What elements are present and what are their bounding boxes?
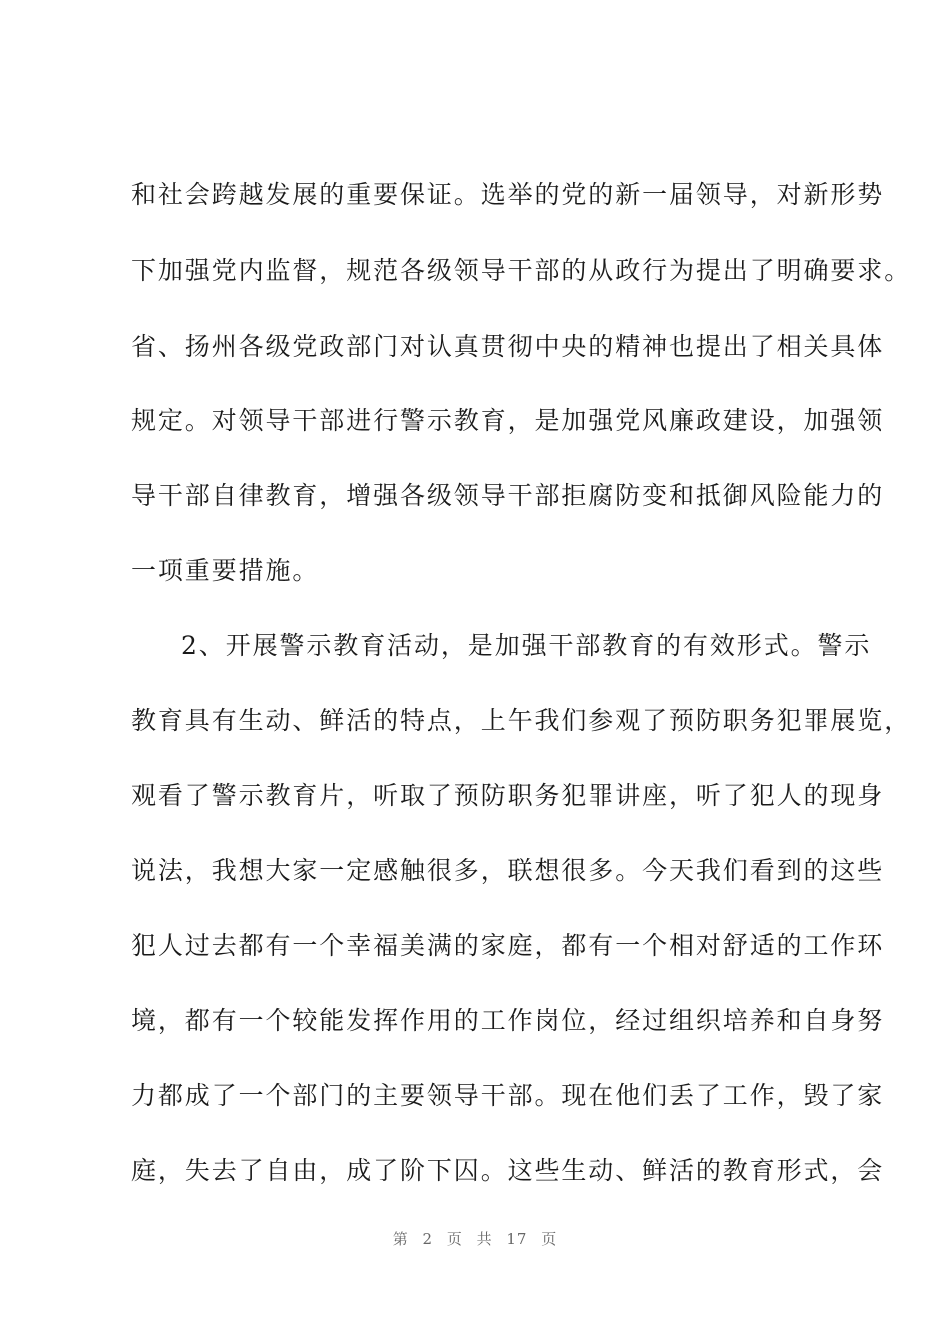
body-text-line: 犯人过去都有一个幸福美满的家庭，都有一个相对舒适的工作环: [131, 931, 885, 960]
body-text-line: 省、扬州各级党政部门对认真贯彻中央的精神也提出了相关具体: [131, 332, 885, 361]
body-text-line: 境，都有一个较能发挥作用的工作岗位，经过组织培养和自身努: [131, 1006, 885, 1035]
body-text-line: 下加强党内监督，规范各级领导干部的从政行为提出了明确要求。: [131, 256, 912, 285]
body-text-line: 一项重要措施。: [131, 556, 320, 585]
body-text-line: 导干部自律教育，增强各级领导干部拒腐防变和抵御风险能力的: [131, 481, 885, 510]
body-text-line: 庭，失去了自由，成了阶下囚。这些生动、鲜活的教育形式，会: [131, 1156, 885, 1185]
body-text-line: 观看了警示教育片，听取了预防职务犯罪讲座，听了犯人的现身: [131, 781, 885, 810]
page-number-footer: 第 2 页 共 17 页: [392, 1230, 558, 1248]
body-text-line: 说法，我想大家一定感触很多，联想很多。今天我们看到的这些: [131, 856, 885, 885]
body-text-line: 教育具有生动、鲜活的特点，上午我们参观了预防职务犯罪展览，: [131, 706, 912, 735]
paragraph-start-line: 2、开展警示教育活动，是加强干部教育的有效形式。警示: [181, 631, 872, 660]
body-text-line: 规定。对领导干部进行警示教育，是加强党风廉政建设，加强领: [131, 406, 885, 435]
body-text-line: 和社会跨越发展的重要保证。选举的党的新一届领导，对新形势: [131, 180, 885, 209]
body-text-line: 力都成了一个部门的主要领导干部。现在他们丢了工作，毁了家: [131, 1081, 885, 1110]
